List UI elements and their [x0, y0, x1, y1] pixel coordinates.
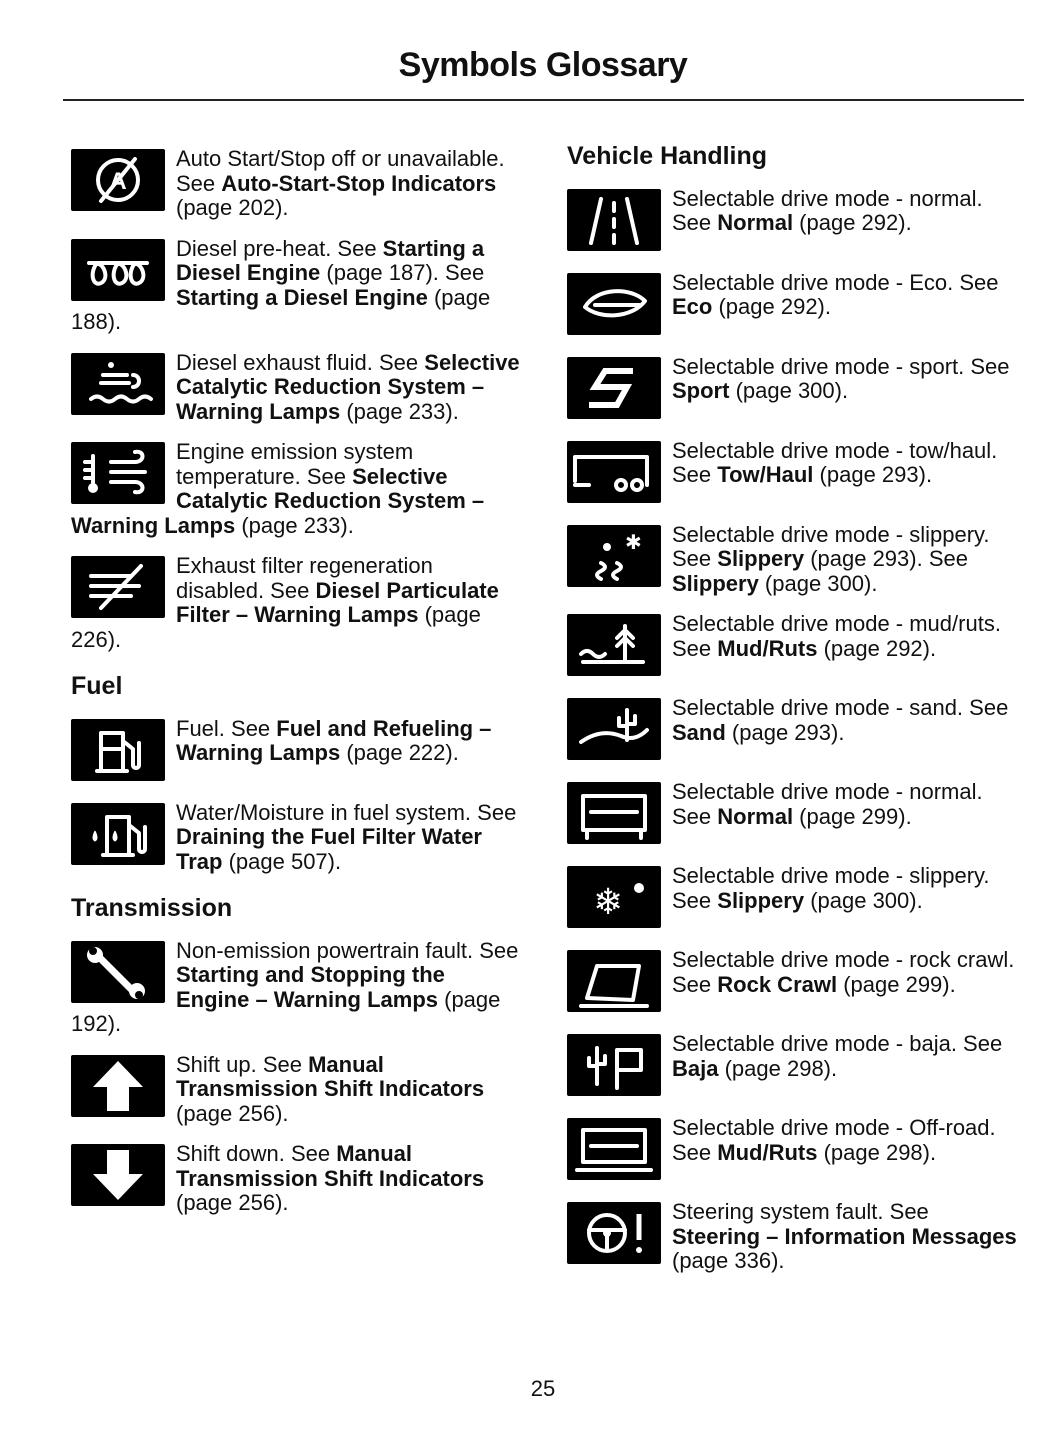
cross-reference-link[interactable]: Selective Catalytic Reduction System – Warning Lamps [176, 350, 520, 424]
entry-text: Selectable drive mode - normal. See [672, 780, 983, 829]
cross-reference-link[interactable]: Slippery [717, 546, 805, 571]
entry-text: Selectable drive mode - Off-road. See [672, 1116, 996, 1165]
svg-text:A: A [109, 168, 127, 195]
cross-reference-link[interactable]: Diesel Particulate Filter – Warning Lamps [176, 577, 499, 627]
entry-text: Shift down. See [176, 1142, 337, 1166]
entry-text: (page 300). [758, 570, 878, 596]
entry-text: Steering system fault. See [672, 1200, 929, 1224]
glossary-entry [567, 1116, 1022, 1184]
entry-text: (page 293). See [804, 546, 968, 571]
section-heading: Vehicle Handling [567, 142, 768, 170]
entry-text: (page 187). See [320, 260, 485, 285]
entry-text: (page 292). [712, 294, 831, 319]
glossary-entry [71, 939, 523, 1037]
cross-reference-link[interactable]: Fuel and Refueling – Warning Lamps [176, 716, 492, 765]
cross-reference-link[interactable]: Manual Transmission Shift Indicators [176, 1052, 485, 1101]
cross-reference-link[interactable]: Normal [717, 210, 794, 235]
cross-reference-link[interactable]: Eco [672, 294, 713, 319]
diesel-exhaust-fluid-icon [71, 353, 165, 415]
leaf-icon [567, 273, 661, 335]
glossary-entry [71, 440, 523, 538]
entry-text: Selectable drive mode - slippery. See [672, 522, 990, 571]
entry-text: (page 192). [71, 986, 501, 1036]
entry-text: Selectable drive mode - baja. See [672, 1032, 1003, 1056]
cross-reference-link[interactable]: Mud/Ruts [717, 635, 818, 661]
glossary-entry [71, 554, 523, 652]
glossary-entry [567, 612, 1022, 680]
entry-text: Exhaust filter regeneration disabled. See [176, 554, 433, 603]
glossary-entry [71, 717, 523, 785]
entry-text: (page 336). [672, 1248, 785, 1273]
sport-s-icon [567, 357, 661, 419]
entry-text: Selectable drive mode - Eco. See [672, 270, 999, 295]
entry-text: Selectable drive mode - mud/ruts. See [672, 612, 1001, 661]
cross-reference-link[interactable]: Mud/Ruts [717, 1139, 818, 1165]
glossary-entry [567, 1200, 1022, 1274]
arrow-up-icon [71, 1055, 165, 1117]
entry-text: (page 507). [222, 848, 342, 874]
entry-text: (page 300). [729, 378, 849, 403]
entry-text: Fuel. See [176, 716, 277, 741]
cross-reference-link[interactable]: Manual Transmission Shift Indicators [176, 1142, 485, 1191]
cross-reference-link[interactable]: Sand [672, 719, 726, 745]
exhaust-filter-disabled-icon [71, 556, 165, 618]
snowflake-icon [567, 866, 661, 928]
entry-text: (page 292). [817, 635, 937, 661]
entry-text: (page 299). [793, 803, 912, 829]
entry-text: (page 293). [725, 719, 845, 745]
entry-text: Diesel exhaust fluid. See [176, 350, 425, 375]
entry-text: Selectable drive mode - rock crawl. See [672, 948, 1015, 997]
cross-reference-link[interactable]: Steering – Information Messages [672, 1223, 1017, 1249]
page-number: 25 [530, 1376, 556, 1401]
water-in-fuel-icon [71, 803, 165, 865]
cross-reference-link[interactable]: Draining the Fuel Filter Water Trap [176, 824, 482, 874]
rock-crawl-icon [567, 950, 661, 1012]
glossary-entry [71, 237, 523, 335]
glossary-entry [567, 355, 1022, 423]
svg-text:✱: ✱ [625, 529, 642, 554]
cross-reference-link[interactable]: Slippery [672, 570, 759, 596]
entry-text: Diesel pre-heat. See [176, 236, 383, 261]
entry-text: (page 293). [813, 462, 933, 487]
entry-text: (page 233). [340, 398, 459, 424]
slippery-icon [567, 525, 661, 587]
cross-reference-link[interactable]: Sport [672, 378, 730, 403]
truck-front-icon [567, 782, 661, 844]
page-title: Symbols Glossary [398, 46, 688, 84]
entry-text: (page 202). [176, 195, 289, 220]
entry-text: Non-emission powertrain fault. See [176, 938, 519, 963]
wrench-icon [71, 941, 165, 1003]
entry-text: (page 256). [176, 1190, 289, 1215]
section-heading: Transmission [71, 894, 233, 922]
section-heading: Fuel [71, 672, 123, 700]
cross-reference-link[interactable]: Selective Catalytic Reduction System – Warning Lamps [71, 463, 485, 538]
steering-fault-icon [567, 1202, 661, 1264]
mud-ruts-icon [567, 614, 661, 676]
cross-reference-link[interactable]: Tow/Haul [717, 462, 814, 487]
glossary-entry [71, 351, 523, 425]
left-column [71, 147, 523, 1232]
glossary-entry [71, 1142, 523, 1216]
emission-temperature-icon [71, 442, 165, 504]
glossary-entry [567, 271, 1022, 339]
entry-text: Selectable drive mode - tow/haul. See [672, 438, 998, 487]
entry-text: Shift up. See [176, 1052, 309, 1077]
cross-reference-link[interactable]: Slippery [717, 887, 805, 913]
glossary-entry [567, 1032, 1022, 1100]
cross-reference-link[interactable]: Starting and Stopping the Engine – Warning Lamps [176, 962, 445, 1012]
arrow-down-icon [71, 1144, 165, 1206]
entry-text: Selectable drive mode - sport. See [672, 354, 1010, 379]
glow-plug-icon [71, 239, 165, 301]
cross-reference-link[interactable]: Starting a Diesel Engine [176, 236, 485, 285]
glossary-entry [71, 801, 523, 875]
cross-reference-link[interactable]: Baja [672, 1055, 719, 1081]
glossary-entry [567, 696, 1022, 764]
cross-reference-link[interactable]: Starting a Diesel Engine [176, 284, 428, 310]
glossary-entry [567, 948, 1022, 1016]
baja-icon [567, 1034, 661, 1096]
glossary-entry [567, 780, 1022, 848]
glossary-entry [567, 187, 1022, 255]
fuel-pump-icon [71, 719, 165, 781]
entry-text: (page 188). [71, 284, 491, 334]
svg-text:❄: ❄ [593, 882, 624, 923]
glossary-entry [71, 147, 523, 221]
entry-text: (page 299). [837, 971, 956, 997]
entry-text: (page 233). [235, 512, 354, 538]
entry-text: (page 256). [176, 1100, 289, 1126]
entry-text: (page 292). [793, 210, 912, 235]
cross-reference-link[interactable]: Auto-Start-Stop Indicators [221, 170, 497, 196]
glossary-entry [71, 1053, 523, 1127]
glossary-entry [567, 523, 1022, 597]
entry-text: Selectable drive mode - slippery. See [672, 864, 990, 913]
road-icon [567, 189, 661, 251]
sand-cactus-icon [567, 698, 661, 760]
right-column [567, 144, 1022, 1290]
entry-text: Selectable drive mode - normal. See [672, 186, 983, 235]
truck-offroad-icon [567, 1118, 661, 1180]
entry-text: (page 222). [340, 740, 459, 765]
entry-text: (page 226). [71, 602, 481, 652]
glossary-entry [567, 439, 1022, 507]
cross-reference-link[interactable]: Rock Crawl [717, 971, 838, 997]
entry-text: (page 298). [817, 1139, 937, 1165]
entry-text: (page 300). [804, 887, 923, 913]
entry-text: Engine emission system temperature. See [176, 440, 414, 489]
entry-text: Auto Start/Stop off or unavailable. See [176, 147, 505, 196]
glossary-entry [567, 864, 1022, 932]
title-divider [63, 99, 1024, 101]
entry-text: (page 298). [718, 1055, 838, 1081]
tow-haul-icon [567, 441, 661, 503]
cross-reference-link[interactable]: Normal [717, 803, 794, 829]
auto-start-stop-off-icon [71, 149, 165, 211]
entry-text: Selectable drive mode - sand. See [672, 696, 1009, 720]
entry-text: Water/Moisture in fuel system. See [176, 800, 517, 825]
